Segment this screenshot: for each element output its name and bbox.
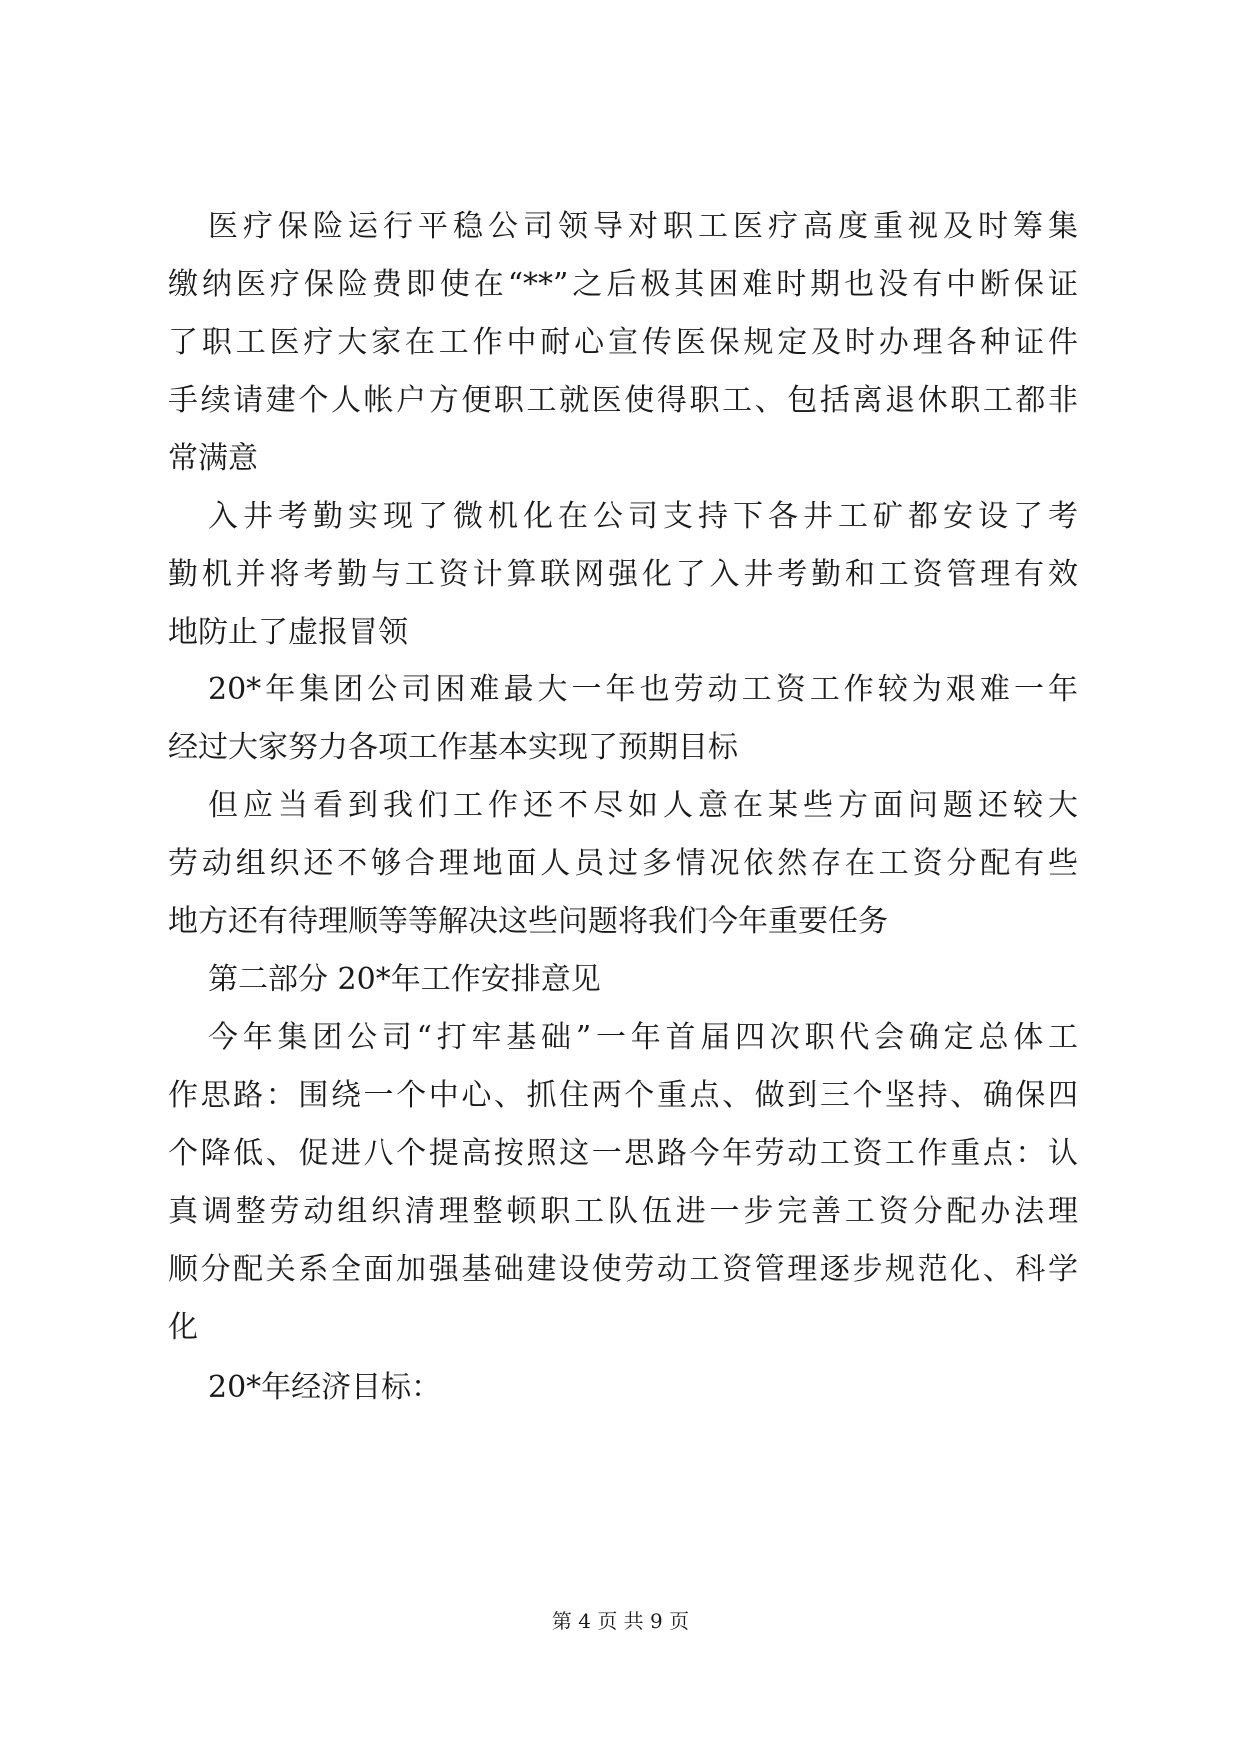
paragraph-line: 但应当看到我们工作还不尽如人意在某些方面问题还较大 (208, 788, 1078, 823)
paragraph-line: 地方还有待理顺等等解决这些问题将我们今年重要任务 (168, 904, 888, 939)
page-number-footer: 第 4 页 共 9 页 (551, 1609, 690, 1633)
paragraph-line: 作思路：围绕一个中心、抓住两个重点、做到三个坚持、确保四 (168, 1078, 1078, 1113)
paragraph-line: 顺分配关系全面加强基础建设使劳动工资管理逐步规范化、科学 (168, 1252, 1078, 1287)
paragraph-line: 地防止了虚报冒领 (168, 615, 408, 650)
paragraph-line: 化 (168, 1310, 198, 1345)
paragraph-line: 医疗保险运行平稳公司领导对职工医疗高度重视及时筹集 (208, 209, 1078, 244)
paragraph-line: 真调整劳动组织清理整顿职工队伍进一步完善工资分配办法理 (168, 1194, 1078, 1229)
section-heading: 第二部分 20*年工作安排意见 (208, 962, 601, 997)
paragraph-line: 个降低、促进八个提高按照这一思路今年劳动工资工作重点：认 (168, 1136, 1078, 1171)
paragraph-line: 20*年经济目标： (208, 1370, 442, 1405)
paragraph-line: 入井考勤实现了微机化在公司支持下各井工矿都安设了考 (208, 499, 1078, 534)
paragraph-line: 勤机并将考勤与工资计算联网强化了入井考勤和工资管理有效 (168, 557, 1078, 592)
paragraph-line: 20*年集团公司困难最大一年也劳动工资工作较为艰难一年 (208, 672, 1078, 707)
paragraph-line: 手续请建个人帐户方便职工就医使得职工、包括离退休职工都非 (168, 383, 1078, 418)
paragraph-line: 今年集团公司“打牢基础”一年首届四次职代会确定总体工 (208, 1020, 1078, 1055)
paragraph-line: 经过大家努力各项工作基本实现了预期目标 (168, 730, 738, 765)
paragraph-line: 了职工医疗大家在工作中耐心宣传医保规定及时办理各种证件 (168, 325, 1078, 360)
paragraph-line: 劳动组织还不够合理地面人员过多情况依然存在工资分配有些 (168, 846, 1078, 881)
paragraph-line: 缴纳医疗保险费即使在“**”之后极其困难时期也没有中断保证 (168, 267, 1078, 302)
paragraph-line: 常满意 (168, 441, 258, 476)
